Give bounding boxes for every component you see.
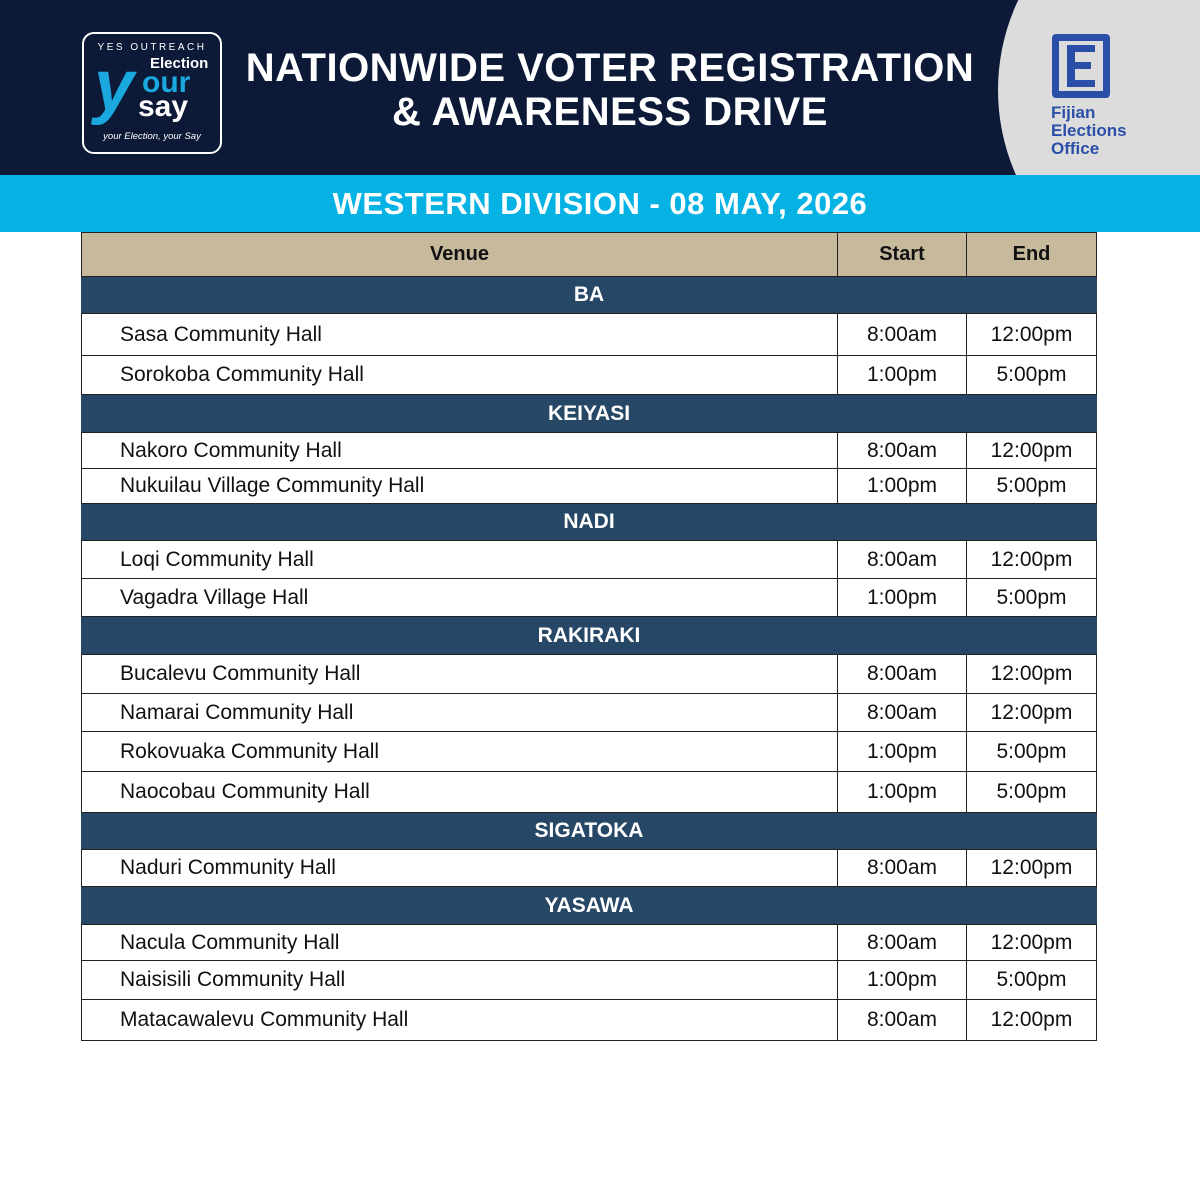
end-time-cell: 12:00pm bbox=[967, 694, 1097, 732]
end-time-cell: 12:00pm bbox=[967, 925, 1097, 961]
end-time-cell: 12:00pm bbox=[967, 314, 1097, 356]
table-row bbox=[82, 655, 1097, 694]
division-date-banner: WESTERN DIVISION - 08 MAY, 2026 bbox=[0, 175, 1200, 232]
title-line-1: NATIONWIDE VOTER REGISTRATION bbox=[245, 46, 975, 90]
region-name: BA bbox=[82, 277, 1097, 314]
table-row bbox=[82, 961, 1097, 1000]
venue-cell: Namarai Community Hall bbox=[82, 694, 838, 732]
start-time-cell: 1:00pm bbox=[838, 356, 967, 395]
end-time-cell: 12:00pm bbox=[967, 655, 1097, 694]
start-time-cell: 8:00am bbox=[838, 314, 967, 356]
region-row bbox=[82, 395, 1097, 433]
logo-say-text: say bbox=[138, 90, 189, 123]
start-time-cell: 8:00am bbox=[838, 694, 967, 732]
table-row bbox=[82, 433, 1097, 469]
venue-cell: Naduri Community Hall bbox=[82, 850, 838, 887]
table-row bbox=[82, 732, 1097, 772]
start-time-cell: 8:00am bbox=[838, 433, 967, 469]
table-row bbox=[82, 850, 1097, 887]
logo-our-text: our bbox=[142, 66, 191, 99]
region-name: SIGATOKA bbox=[82, 813, 1097, 850]
start-column-header: Start bbox=[838, 233, 967, 277]
table-row bbox=[82, 356, 1097, 395]
start-time-cell: 8:00am bbox=[838, 850, 967, 887]
venue-cell: Nacula Community Hall bbox=[82, 925, 838, 961]
header bbox=[0, 0, 1200, 175]
start-time-cell: 1:00pm bbox=[838, 579, 967, 617]
start-time-cell: 8:00am bbox=[838, 655, 967, 694]
logo-y-letter: y bbox=[94, 46, 135, 126]
start-time-cell: 1:00pm bbox=[838, 772, 967, 813]
start-time-cell: 8:00am bbox=[838, 541, 967, 579]
table-row bbox=[82, 1000, 1097, 1041]
venue-column-header: Venue bbox=[82, 233, 838, 277]
region-name: NADI bbox=[82, 504, 1097, 541]
logo-election-text: Election bbox=[150, 55, 209, 72]
table-row bbox=[82, 579, 1097, 617]
venue-cell: Nakoro Community Hall bbox=[82, 433, 838, 469]
feo-line-2: Elections bbox=[1051, 121, 1127, 140]
logo-tagline: your Election, your Say bbox=[103, 131, 201, 142]
venue-cell: Nukuilau Village Community Hall bbox=[82, 469, 838, 504]
start-time-cell: 8:00am bbox=[838, 925, 967, 961]
region-name: YASAWA bbox=[82, 887, 1097, 925]
feo-line-1: Fijian bbox=[1051, 103, 1096, 122]
end-time-cell: 5:00pm bbox=[967, 469, 1097, 504]
region-row bbox=[82, 504, 1097, 541]
end-time-cell: 12:00pm bbox=[967, 541, 1097, 579]
table-row bbox=[82, 772, 1097, 813]
feo-mark-icon bbox=[1052, 34, 1110, 98]
region-name: RAKIRAKI bbox=[82, 617, 1097, 655]
table-row bbox=[82, 925, 1097, 961]
end-time-cell: 5:00pm bbox=[967, 961, 1097, 1000]
region-row bbox=[82, 617, 1097, 655]
end-time-cell: 12:00pm bbox=[967, 433, 1097, 469]
end-time-cell: 5:00pm bbox=[967, 356, 1097, 395]
region-row bbox=[82, 887, 1097, 925]
fijian-elections-office-logo bbox=[1040, 34, 1190, 164]
end-time-cell: 5:00pm bbox=[967, 732, 1097, 772]
venue-cell: Matacawalevu Community Hall bbox=[82, 1000, 838, 1041]
venue-cell: Naocobau Community Hall bbox=[82, 772, 838, 813]
start-time-cell: 1:00pm bbox=[838, 961, 967, 1000]
region-row bbox=[82, 813, 1097, 850]
schedule-body bbox=[82, 277, 1097, 1041]
end-column-header: End bbox=[967, 233, 1097, 277]
title-line-2: & AWARENESS DRIVE bbox=[392, 90, 828, 134]
venue-cell: Bucalevu Community Hall bbox=[82, 655, 838, 694]
venue-cell: Rokovuaka Community Hall bbox=[82, 732, 838, 772]
page-title bbox=[230, 46, 990, 134]
venue-cell: Sasa Community Hall bbox=[82, 314, 838, 356]
table-row bbox=[82, 469, 1097, 504]
feo-line-3: Office bbox=[1051, 139, 1100, 158]
end-time-cell: 12:00pm bbox=[967, 1000, 1097, 1041]
start-time-cell: 1:00pm bbox=[838, 732, 967, 772]
schedule-table bbox=[81, 232, 1097, 1041]
feo-e-icon bbox=[1067, 45, 1095, 87]
venue-cell: Vagadra Village Hall bbox=[82, 579, 838, 617]
table-row bbox=[82, 694, 1097, 732]
venue-cell: Sorokoba Community Hall bbox=[82, 356, 838, 395]
table-row bbox=[82, 314, 1097, 356]
your-election-your-say-logo bbox=[82, 32, 222, 154]
end-time-cell: 12:00pm bbox=[967, 850, 1097, 887]
table-header-row bbox=[82, 233, 1097, 277]
region-name: KEIYASI bbox=[82, 395, 1097, 433]
venue-cell: Loqi Community Hall bbox=[82, 541, 838, 579]
start-time-cell: 1:00pm bbox=[838, 469, 967, 504]
end-time-cell: 5:00pm bbox=[967, 772, 1097, 813]
venue-cell: Naisisili Community Hall bbox=[82, 961, 838, 1000]
end-time-cell: 5:00pm bbox=[967, 579, 1097, 617]
region-row bbox=[82, 277, 1097, 314]
feo-wordmark bbox=[1051, 104, 1127, 158]
table-row bbox=[82, 541, 1097, 579]
logo-outreach-text: YES OUTREACH bbox=[97, 42, 207, 53]
start-time-cell: 8:00am bbox=[838, 1000, 967, 1041]
